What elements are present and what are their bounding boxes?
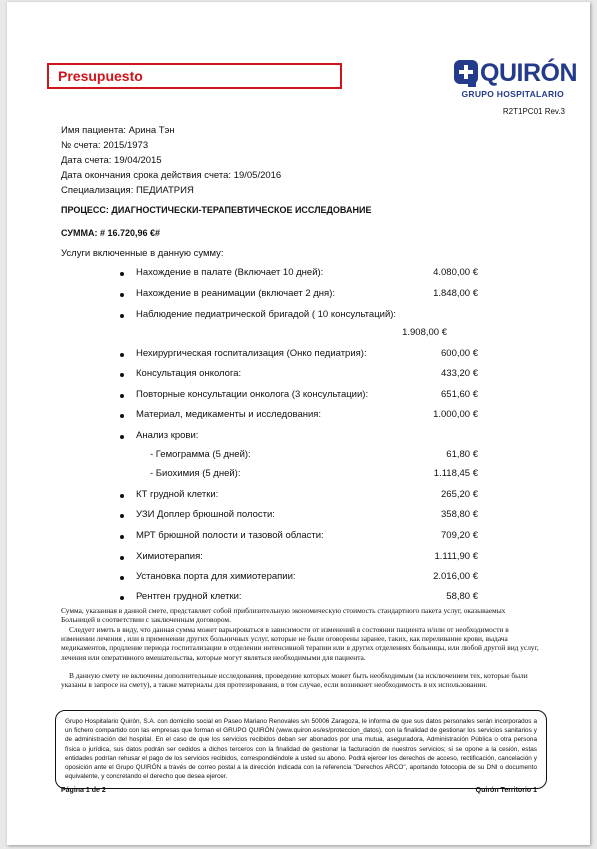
service-label: МРТ брюшной полости и тазовой области:	[136, 530, 324, 541]
services-intro: Услуги включенные в данную сумму:	[61, 248, 224, 259]
service-label: УЗИ Доплер брюшной полости:	[136, 509, 275, 520]
note-paragraph: Сумма, указанная в данной смете, представляет собой приблизительную экономическую стоимость стандартного пакета услуг, оказываемых Больницей в соответствии с заключенным договором.	[61, 606, 506, 625]
service-label: - Биохимия (5 дней):	[150, 468, 241, 479]
bullet-icon	[120, 435, 124, 439]
service-label: Установка порта для химиотерапии:	[136, 571, 296, 582]
service-price: 709,20 €	[441, 530, 478, 541]
quiron-logo	[452, 56, 577, 106]
patient-name: Имя пациента: Арина Тэн	[61, 125, 175, 136]
service-price: 600,00 €	[441, 348, 478, 359]
bullet-icon	[120, 293, 124, 297]
service-price: 58,80 €	[446, 591, 478, 602]
service-label: Консультация онколога:	[136, 368, 242, 379]
expiry-date: Дата окончания срока действия счета: 19/05/2016	[61, 170, 282, 181]
service-label: Наблюдение педиатрической бригадой ( 10 консультаций):	[136, 309, 397, 320]
process-line: ПРОЦЕСС: ДИАГНОСТИЧЕСКИ-ТЕРАПЕВТИЧЕСКОЕ ИССЛЕДОВАНИЕ	[61, 205, 372, 215]
note-paragraph: Следует иметь в виду, что данная сумма может варьироваться в зависимости от изменений в состоянии пациента и/или от необходимости в изменении лечения , или в применении других больничных услуг, которые не были оговорены заранее, таких, как переливание крови, выдача медикаментов, продление периода госпитализации в отделении интенсивной терапии или в других отделениях больницы, или любой другой вид услуг, лечения или оперативного вмешательства, которые могут являться необходимыми для пациента.	[61, 625, 539, 662]
service-price: 61,80 €	[446, 449, 478, 460]
bullet-icon	[120, 314, 124, 318]
logo-subtitle: GRUPO HOSPITALARIO	[461, 89, 564, 99]
bullet-icon	[120, 514, 124, 518]
service-label: Нахождение в палате (Включает 10 дней):	[136, 267, 324, 278]
document-page	[7, 2, 590, 845]
page-number: Página 1 de 2	[61, 787, 106, 794]
invoice-number: № счета: 2015/1973	[61, 140, 149, 151]
note-paragraph: В данную смету не включены дополнительные исследования, проведение которых может быть необходимым (за исключением тех, которые были указаны в запросе на смету), а также материалы для протезирования, в том случае, если возникнет необходимость в их использовании.	[61, 671, 528, 690]
service-label: - Гемограмма (5 дней):	[150, 449, 251, 460]
bullet-icon	[120, 535, 124, 539]
logo-wordmark: QUIRÓN	[480, 59, 577, 87]
service-price: 1.118,45 €	[433, 468, 478, 479]
service-price: 1.111,90 €	[434, 551, 478, 562]
cross-logo-icon	[452, 58, 480, 88]
service-label: Нехирургическая госпитализация (Онко педиатрия):	[136, 348, 367, 359]
service-label: КТ грудной клетки:	[136, 489, 219, 500]
bullet-icon	[120, 272, 124, 276]
bullet-icon	[120, 394, 124, 398]
service-price: 358,80 €	[441, 509, 478, 520]
total-amount: СУММА: # 16.720,96 €#	[61, 228, 161, 238]
service-label: Нахождение в реанимации (включает 2 дня):	[136, 288, 336, 299]
bullet-icon	[120, 556, 124, 560]
service-price: 2.016,00 €	[433, 571, 478, 582]
service-label: Повторные консультации онколога (3 консультации):	[136, 389, 369, 400]
service-price: 1.000,00 €	[433, 409, 478, 420]
bullet-icon	[120, 596, 124, 600]
service-price: 1.848,00 €	[433, 288, 478, 299]
invoice-date: Дата счета: 19/04/2015	[61, 155, 162, 166]
territory-label: Quirón Territorio 1	[475, 787, 537, 794]
title-box	[47, 63, 342, 89]
bullet-icon	[120, 494, 124, 498]
service-label: Анализ крови:	[136, 430, 199, 441]
service-label: Рентген грудной клетки:	[136, 591, 242, 602]
service-price: 433,20 €	[441, 368, 478, 379]
service-price: 651,60 €	[441, 389, 478, 400]
bullet-icon	[120, 373, 124, 377]
bullet-icon	[120, 353, 124, 357]
bullet-icon	[120, 414, 124, 418]
document-code: R2T1PC01 Rev.3	[502, 107, 565, 116]
service-label: Химиотерапия:	[136, 551, 203, 562]
service-price: 1.908,00 €	[402, 327, 447, 338]
service-label: Материал, медикаменты и исследования:	[136, 409, 322, 420]
specialty: Специализация: ПЕДИАТРИЯ	[61, 185, 194, 196]
document-title: Presupuesto	[58, 68, 143, 84]
bullet-icon	[120, 576, 124, 580]
service-price: 4.080,00 €	[433, 267, 478, 278]
privacy-notice: Grupo Hospitalario Quirón, S.A. con domicilio social en Paseo Mariano Renovales s/n 50006 Zaragoza, le informa de que sus datos personales serán incorporados a un fichero compartido con las empresas que forman el GRUPO QUIRÓN (www.quiron.es/es/proteccion_datos), con la finalidad de gestionar los servicios sanitarios y de administración del hospital. En el caso de que los servicios recibidos deban ser abonados por una mutua, aseguradora, Administración Pública o otra persona física o jurídica, sus datos podrán ser cedidos a dichos terceros con la finalidad de gestionar la facturación de nuestros servicios; si se opone a la cesión, estas entidades podrían rehusar el pago de los servicios recibidos, correspondiéndole a usted su abono. Podrá ejercer los derechos de acceso, rectificación, cancelación y oposición ante el Grupo QUIRÓN a través de correo postal a la dirección indicada con la referencia "Derechos ARCO", aportando fotocopia de su DNI o documento equivalente, y concretando el derecho que desea ejercer.	[55, 710, 547, 789]
service-price: 265,20 €	[441, 489, 478, 500]
